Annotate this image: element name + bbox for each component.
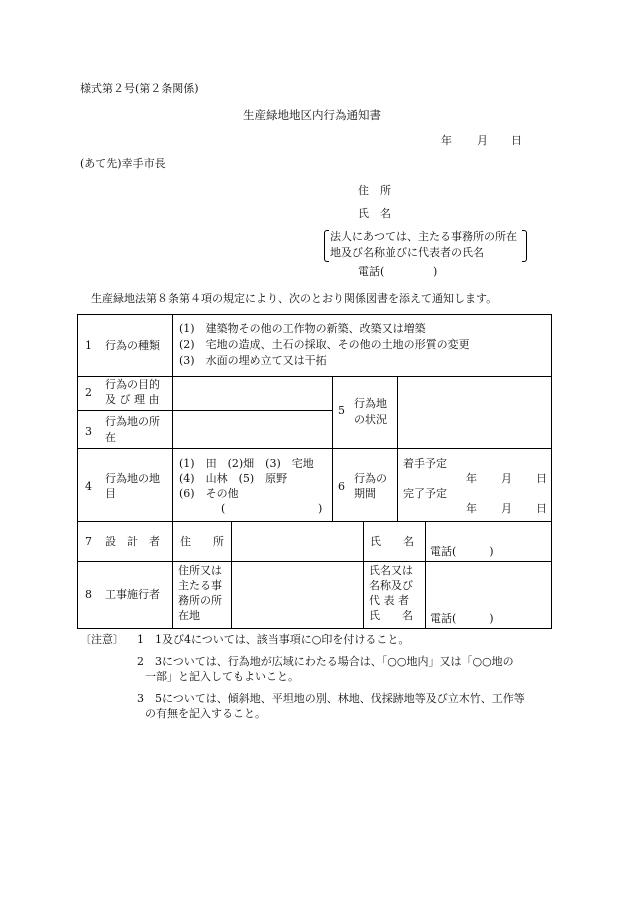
row4-label-line2: 目 xyxy=(105,487,116,500)
row6-start-year: 年 xyxy=(466,472,477,485)
row4-paren-close: ) xyxy=(318,502,323,515)
row8-label: 工事施行者 xyxy=(105,588,160,601)
row8-address-line2: 主たる事 xyxy=(178,579,222,592)
row6-end-month: 月 xyxy=(501,502,512,515)
row5-number: 5 xyxy=(338,404,345,417)
bracket-left xyxy=(324,230,329,262)
addressee: (あて先)幸手市長 xyxy=(80,157,166,170)
row5-label-line2: の状況 xyxy=(354,413,387,426)
form-number: 様式第２号(第２条関係) xyxy=(80,82,199,95)
row6-start-label: 着手予定 xyxy=(403,457,447,470)
row6-label-line2: 期間 xyxy=(354,487,376,500)
row7-label: 設 計 者 xyxy=(105,535,160,548)
row4-option1: (1) 田 (2)畑 (3) 宅地 xyxy=(179,457,314,470)
row6-end-day: 日 xyxy=(536,502,547,515)
document-title: 生産緑地地区内行為通知書 xyxy=(243,108,381,122)
row4-label-line1: 行為地の地 xyxy=(105,472,160,485)
applicant-name-label: 氏 名 xyxy=(358,207,391,220)
row6-number: 6 xyxy=(338,480,345,493)
row3-label-line1: 行為地の所 xyxy=(105,415,160,428)
row8-name-line1: 氏名又は xyxy=(369,564,413,577)
row8-address-line1: 住所又は xyxy=(178,564,222,577)
row8-address-line4: 在地 xyxy=(178,609,200,622)
applicant-address-label: 住 所 xyxy=(358,184,391,197)
row2-label-line1: 行為の目的 xyxy=(105,378,160,391)
row6-start-month: 月 xyxy=(501,472,512,485)
row4-paren-open: ( xyxy=(221,502,226,515)
date-year-label: 年 xyxy=(441,134,452,147)
row1-option1: (1) 建築物その他の工作物の新築、改築又は増築 xyxy=(179,322,426,335)
row7-address-label: 住 所 xyxy=(180,535,224,548)
corp-note-line2: 地及び名称並びに代表者の氏名 xyxy=(330,246,484,259)
note-2-line2: 一部」と記入してもよいこと。 xyxy=(145,670,299,683)
row1-number: 1 xyxy=(85,339,92,352)
row4-option2: (4) 山林 (5) 原野 xyxy=(179,472,288,485)
row6-end-label: 完了予定 xyxy=(403,487,447,500)
row2-number: 2 xyxy=(85,386,92,399)
note-3-line1: 3 5については、傾斜地、平坦地の別、林地、伐採跡地等及び立木竹、工作等 xyxy=(137,692,525,705)
row4-option3: (6) その他 xyxy=(179,487,239,500)
bracket-right xyxy=(522,230,527,262)
row8-name-line3: 代 表 者 xyxy=(369,594,409,607)
row4-number: 4 xyxy=(85,480,92,493)
intro-text: 生産緑地法第８条第４項の規定により、次のとおり関係図書を添えて通知します。 xyxy=(91,292,498,305)
note-3-line2: の有無を記入すること。 xyxy=(145,707,266,720)
row1-label: 行為の種類 xyxy=(105,339,160,352)
row7-name-label: 氏 名 xyxy=(370,535,414,548)
row6-end-year: 年 xyxy=(466,502,477,515)
date-day-label: 日 xyxy=(511,134,522,147)
row8-name-line4: 氏 名 xyxy=(369,609,413,622)
row3-label-line2: 在 xyxy=(105,431,116,444)
row8-number: 8 xyxy=(85,588,92,601)
row7-phone-label: 電話( ) xyxy=(430,545,494,558)
row7-number: 7 xyxy=(85,535,92,548)
row6-start-day: 日 xyxy=(536,472,547,485)
row8-address-line3: 務所の所 xyxy=(178,594,222,607)
row1-option2: (2) 宅地の造成、土石の採取、その他の土地の形質の変更 xyxy=(179,338,470,351)
row2-label-line2: 及 び 理 由 xyxy=(105,393,160,406)
row8-phone-label: 電話( ) xyxy=(430,612,494,625)
row6-label-line1: 行為の xyxy=(354,472,387,485)
applicant-phone-label: 電話( xyxy=(358,265,385,278)
notes-label: 〔注意〕 xyxy=(80,633,124,646)
row5-label-line1: 行為地 xyxy=(354,397,387,410)
note-1: 1 1及び4については、該当事項に○印を付けること。 xyxy=(137,633,410,646)
row8-name-line2: 名称及び xyxy=(369,579,413,592)
note-2-line1: 2 3については、行為地が広域にわたる場合は、「○○地内」又は「○○地の xyxy=(137,655,514,668)
applicant-phone-close: ) xyxy=(433,265,438,278)
date-month-label: 月 xyxy=(477,134,488,147)
corp-note-line1: 法人にあつては、主たる事務所の所在 xyxy=(330,230,517,243)
row1-option3: (3) 水面の埋め立て又は干拓 xyxy=(179,354,327,367)
row3-number: 3 xyxy=(85,425,92,438)
